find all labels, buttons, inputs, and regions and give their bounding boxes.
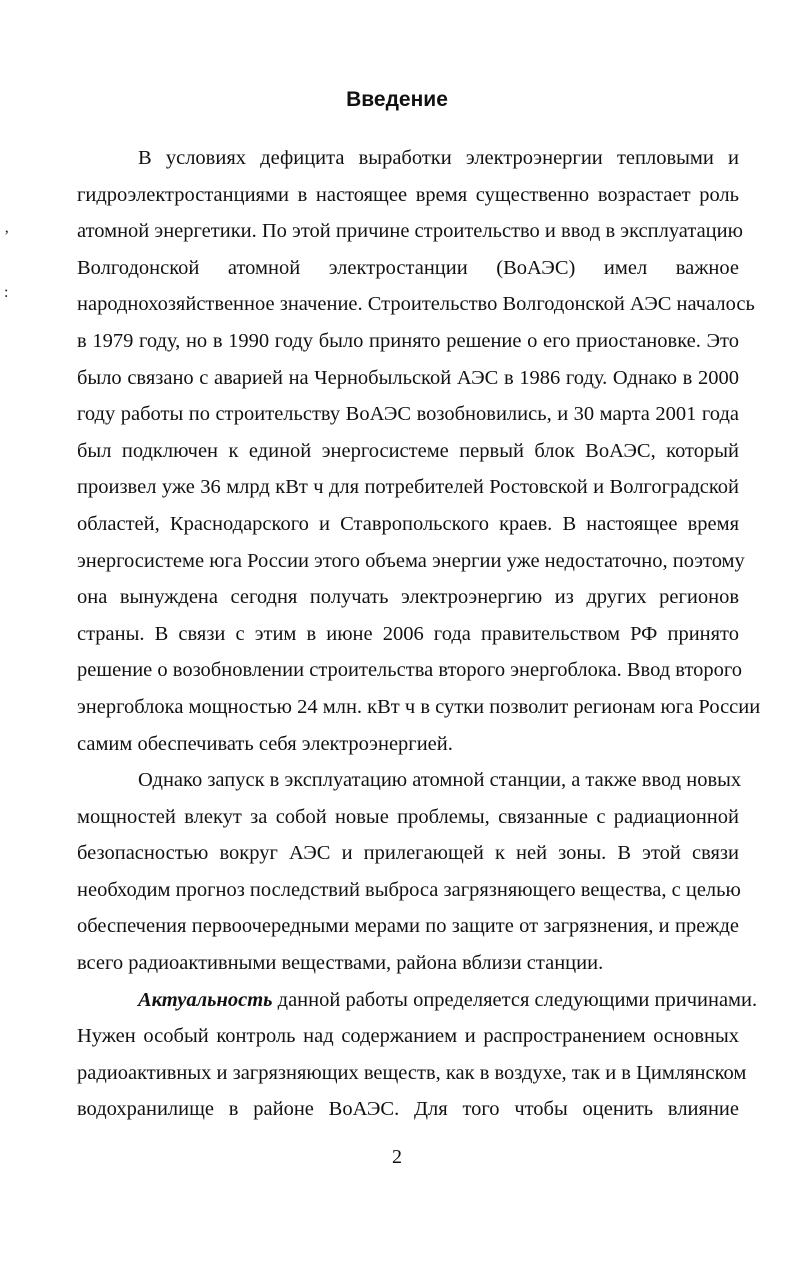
text-line: было связано с аварией на Чернобыльской АЭС в 1986 году. Однако в 2000 [77,366,739,389]
text-line: радиоактивных и загрязняющих веществ, как в воздухе, так и в Цимлянском [77,1061,747,1084]
page-number: 2 [392,1146,402,1168]
text-line: атомной энергетики. По этой причине строительство и ввод в эксплуатацию [77,220,743,243]
text-line: Нужен особый контроль над содержанием и распространением основных [77,1025,739,1048]
text-line: водохранилище в районе ВоАЭС. Для того чтобы оценить влияние [77,1098,739,1121]
text-line: мощностей влекут за собой новые проблемы, связанные с радиационной [77,805,739,828]
text-line: энергосистеме юга России этого объема энергии уже недостаточно, поэтому [77,549,745,572]
emphasis-term: Актуальность [138,988,273,1011]
paragraph-1 [77,140,761,762]
text-line: необходим прогноз последствий выброса загрязняющего вещества, с целью [77,878,741,901]
text-line: она вынуждена сегодня получать электроэнергию из других регионов [77,586,739,609]
scan-artifact-mark: ʼ [4,228,10,245]
text-line: безопасностью вокруг АЭС и прилегающей к ней зоны. В этой связи [77,842,739,865]
text-line: всего радиоактивными веществами, района вблизи станции. [77,952,604,975]
text-line: энергоблока мощностью 24 млн. кВт ч в сутки позволит регионам юга России [77,695,761,718]
section-title: Введение [346,88,448,111]
paragraph-2 [77,762,742,982]
text-fragment: данной работы определяется следующими причинами. [272,988,758,1011]
text-line: был подключен к единой энергосистеме первый блок ВоАЭС, который [77,439,739,462]
text-line: обеспечения первоочередными мерами по защите от загрязнения, и прежде [77,915,739,938]
scan-artifact-mark: : [4,284,9,301]
text-line: Однако запуск в эксплуатацию атомной станции, а также ввод новых [138,769,742,792]
text-line: произвел уже 36 млрд кВт ч для потребителей Ростовской и Волгоградской [77,476,739,499]
text-line: В условиях дефицита выработки электроэнергии тепловыми и [138,147,739,169]
text-line: самим обеспечивать себя электроэнергией. [77,732,453,755]
text-line: решение о возобновлении строительства второго энергоблока. Ввод второго [77,659,743,682]
paragraph-3 [77,982,758,1128]
text-line: в 1979 году, но в 1990 году было принято решение о его приостановке. Это [77,329,739,352]
text-line: году работы по строительству ВоАЭС возобновились, и 30 марта 2001 года [77,403,739,426]
text-line: гидроэлектростанциями в настоящее время существенно возрастает роль [77,183,739,206]
text-line [77,982,758,1019]
body-text [77,140,761,1128]
text-line: страны. В связи с этим в июне 2006 года правительством РФ принято [77,622,739,645]
text-line: народнохозяйственное значение. Строительство Волгодонской АЭС началось [77,293,755,316]
text-line: областей, Краснодарского и Ставропольского краев. В настоящее время [77,512,739,535]
text-line: Волгодонской атомной электростанции (ВоАЭС) имел важное [77,256,739,279]
